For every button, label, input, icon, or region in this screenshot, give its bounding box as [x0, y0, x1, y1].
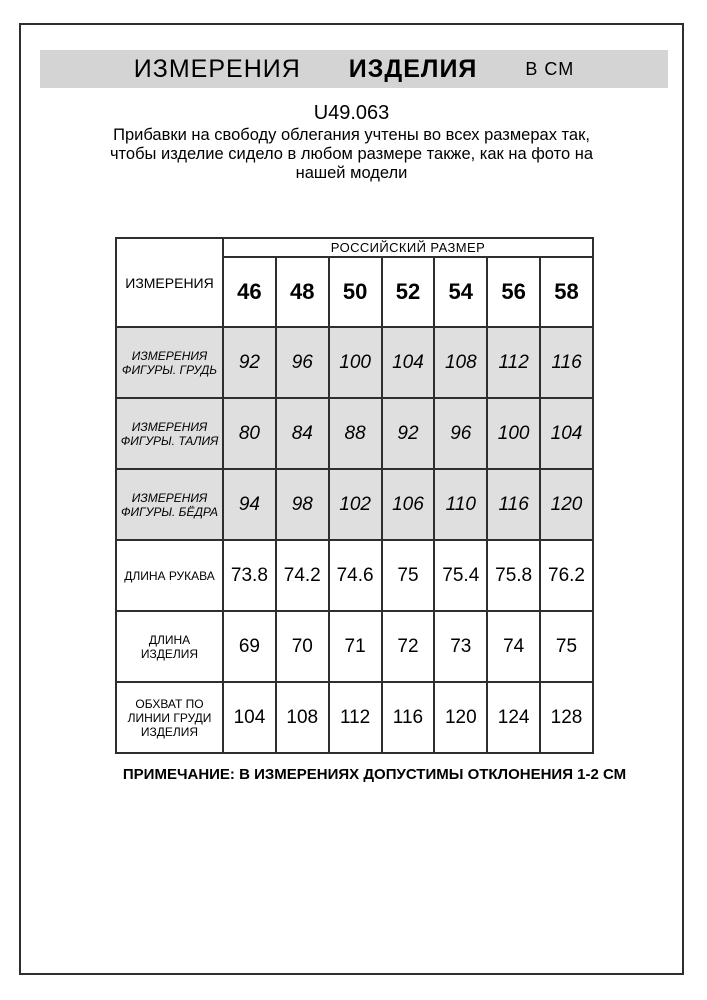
cell-value: 104 — [382, 327, 435, 398]
cell-value: 76.2 — [540, 540, 593, 611]
cell-value: 88 — [329, 398, 382, 469]
cell-value: 75 — [540, 611, 593, 682]
row-label: ИЗМЕРЕНИЯ ФИГУРЫ. ТАЛИЯ — [116, 398, 223, 469]
cell-value: 116 — [540, 327, 593, 398]
title-product: ИЗДЕЛИЯ — [348, 54, 478, 83]
cell-value: 74.2 — [276, 540, 329, 611]
intro-text — [21, 126, 682, 183]
cell-value: 104 — [540, 398, 593, 469]
table-row-sleeve-length — [116, 540, 593, 611]
table-row-figure-waist — [116, 398, 593, 469]
cell-value: 128 — [540, 682, 593, 753]
cell-value: 98 — [276, 469, 329, 540]
cell-value: 100 — [487, 398, 540, 469]
cell-value: 75 — [382, 540, 435, 611]
cell-value: 120 — [540, 469, 593, 540]
intro-line-3: нашей модели — [295, 164, 408, 182]
cell-value: 112 — [487, 327, 540, 398]
cell-value: 92 — [223, 327, 276, 398]
cell-value: 116 — [487, 469, 540, 540]
cell-value: 75.4 — [434, 540, 487, 611]
size-header: 56 — [487, 257, 540, 327]
size-header: 46 — [223, 257, 276, 327]
cell-value: 108 — [276, 682, 329, 753]
size-header: 54 — [434, 257, 487, 327]
cell-value: 124 — [487, 682, 540, 753]
cell-value: 69 — [223, 611, 276, 682]
cell-value: 71 — [329, 611, 382, 682]
intro-line-1: Прибавки на свободу облегания учтены во всех размерах так, — [113, 126, 590, 144]
cell-value: 106 — [382, 469, 435, 540]
size-table — [115, 237, 594, 754]
cell-value: 74.6 — [329, 540, 382, 611]
size-header: 48 — [276, 257, 329, 327]
table-row-figure-chest — [116, 327, 593, 398]
cell-value: 74 — [487, 611, 540, 682]
size-header: 58 — [540, 257, 593, 327]
intro-line-2: чтобы изделие сидело в любом размере также, как на фото на — [109, 145, 594, 163]
row-label: ДЛИНА ИЗДЕЛИЯ — [116, 611, 223, 682]
table-row-figure-hips — [116, 469, 593, 540]
table-row-chest-girth — [116, 682, 593, 753]
cell-value: 104 — [223, 682, 276, 753]
cell-value: 92 — [382, 398, 435, 469]
cell-value: 84 — [276, 398, 329, 469]
cell-value: 94 — [223, 469, 276, 540]
cell-value: 73.8 — [223, 540, 276, 611]
title-measurements: ИЗМЕРЕНИЯ — [133, 54, 301, 83]
cell-value: 73 — [434, 611, 487, 682]
page-border — [19, 23, 684, 975]
title-bar — [40, 50, 668, 88]
table-header-group-row — [116, 238, 593, 257]
cell-value: 100 — [329, 327, 382, 398]
table-row-item-length — [116, 611, 593, 682]
table-corner-header: ИЗМЕРЕНИЯ — [116, 238, 223, 327]
cell-value: 108 — [434, 327, 487, 398]
cell-value: 110 — [434, 469, 487, 540]
size-group-header: РОССИЙСКИЙ РАЗМЕР — [223, 238, 593, 257]
cell-value: 80 — [223, 398, 276, 469]
row-label: ДЛИНА РУКАВА — [116, 540, 223, 611]
row-label: ОБХВАТ ПО ЛИНИИ ГРУДИ ИЗДЕЛИЯ — [116, 682, 223, 753]
cell-value: 75.8 — [487, 540, 540, 611]
size-header: 50 — [329, 257, 382, 327]
row-label: ИЗМЕРЕНИЯ ФИГУРЫ. БЁДРА — [116, 469, 223, 540]
cell-value: 102 — [329, 469, 382, 540]
cell-value: 120 — [434, 682, 487, 753]
row-label: ИЗМЕРЕНИЯ ФИГУРЫ. ГРУДЬ — [116, 327, 223, 398]
title-units: В СМ — [525, 58, 575, 79]
cell-value: 112 — [329, 682, 382, 753]
cell-value: 96 — [276, 327, 329, 398]
article-number: U49.063 — [313, 102, 390, 124]
note-text: ПРИМЕЧАНИЕ: В ИЗМЕРЕНИЯХ ДОПУСТИМЫ ОТКЛОНЕНИЯ 1-2 СМ — [122, 766, 627, 783]
cell-value: 72 — [382, 611, 435, 682]
cell-value: 96 — [434, 398, 487, 469]
size-header: 52 — [382, 257, 435, 327]
cell-value: 116 — [382, 682, 435, 753]
cell-value: 70 — [276, 611, 329, 682]
